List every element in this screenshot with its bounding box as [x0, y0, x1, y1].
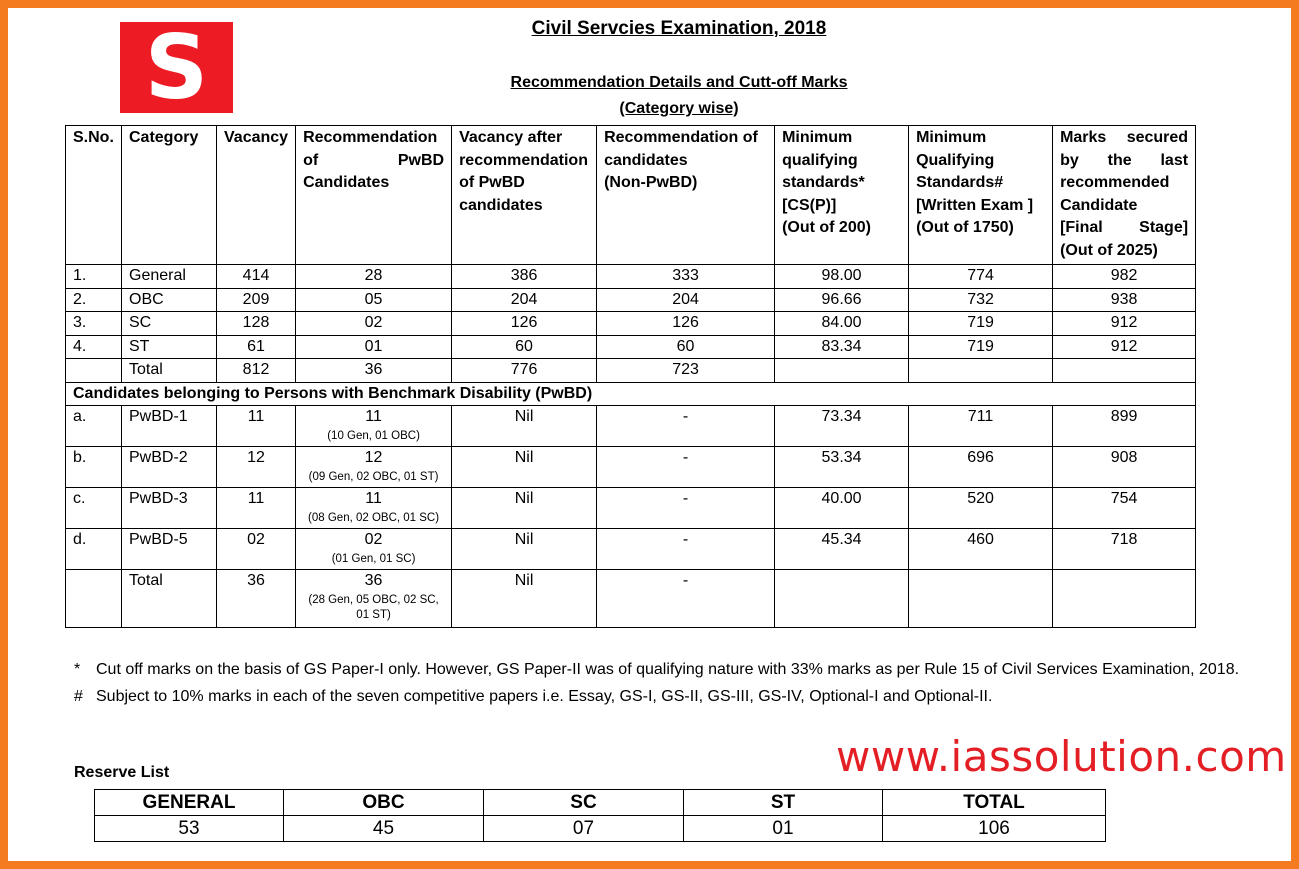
table-cell: 60: [452, 335, 597, 359]
pwbd-min-prelims: 40.00: [775, 488, 909, 529]
pwbd-final-marks: 754: [1053, 488, 1196, 529]
pwbd-vacancy: 11: [217, 488, 296, 529]
footnote-mark: *: [74, 661, 81, 678]
pwbd-final-marks: 718: [1053, 529, 1196, 570]
reserve-value-cell: 106: [883, 816, 1106, 842]
pwbd-min-written: 711: [909, 406, 1053, 447]
pwbd-non-pwbd: -: [597, 447, 775, 488]
pwbd-min-written: [909, 570, 1053, 628]
pwbd-vacancy: 11: [217, 406, 296, 447]
table-cell: 61: [217, 335, 296, 359]
column-header-line: Candidates: [303, 174, 390, 191]
table-cell: Total: [122, 359, 217, 383]
watermark-url[interactable]: www.iassolution.com: [836, 732, 1287, 781]
reserve-values-row: [95, 816, 1106, 842]
table-cell: 912: [1053, 312, 1196, 336]
pwbd-min-prelims: 45.34: [775, 529, 909, 570]
column-header-line: Minimum: [782, 129, 853, 146]
column-header-line: [CS(P)]: [782, 196, 837, 214]
table-cell: 333: [597, 265, 775, 289]
column-header: [597, 126, 775, 265]
pwbd-final-marks: 908: [1053, 447, 1196, 488]
column-header-line: S.No.: [73, 129, 114, 146]
pwbd-recommendation-count: 02: [364, 531, 383, 548]
column-header-line: (Out of 1750): [916, 219, 1014, 236]
pwbd-recommendation: [296, 447, 452, 488]
pwbd-sno: c.: [66, 488, 122, 529]
table-cell: 2.: [66, 288, 122, 312]
table-cell: 83.34: [775, 335, 909, 359]
table-cell: 982: [1053, 265, 1196, 289]
table-body: [66, 265, 1196, 628]
column-header-line: of PwBD: [459, 174, 525, 191]
pwbd-min-written: 460: [909, 529, 1053, 570]
pwbd-sno: [66, 570, 122, 628]
pwbd-non-pwbd: -: [597, 406, 775, 447]
column-header-line: of PwBD: [303, 151, 445, 169]
reserve-header-cell: SC: [484, 790, 684, 816]
table-cell: SC: [122, 312, 217, 336]
reserve-list-table: [94, 789, 1106, 842]
pwbd-recommendation-count: 12: [364, 449, 383, 466]
footnotes: [74, 657, 1274, 709]
column-header-line: Recommendation: [303, 129, 438, 146]
footnote-text: Cut off marks on the basis of GS Paper-I only. However, GS Paper-II was of qualifying nature with 33% marks as per Rule 15 of Civil Services Examination, 2018.: [96, 661, 1240, 678]
table-cell: 02: [296, 312, 452, 336]
pwbd-section-heading: Candidates belonging to Persons with Benchmark Disability (PwBD): [66, 382, 1196, 406]
pwbd-final-marks: [1053, 570, 1196, 628]
column-header-line: [Written Exam ]: [916, 196, 1034, 214]
pwbd-recommendation: [296, 406, 452, 447]
column-header-line: Category: [129, 129, 199, 146]
table-cell: [775, 359, 909, 383]
reserve-value-cell: 07: [484, 816, 684, 842]
pwbd-sno: b.: [66, 447, 122, 488]
column-header-line: [Final Stage]: [1060, 219, 1189, 236]
table-cell: 05: [296, 288, 452, 312]
table-cell: 84.00: [775, 312, 909, 336]
reserve-header-cell: GENERAL: [95, 790, 284, 816]
page-subtitle-category: (Category wise): [619, 100, 739, 117]
table-cell: 60: [597, 335, 775, 359]
pwbd-recommendation-breakdown: (28 Gen, 05 OBC, 02 SC, 01 ST): [308, 593, 439, 621]
pwbd-row: [66, 529, 1196, 570]
pwbd-recommendation-count: 11: [365, 408, 382, 425]
table-cell: 719: [909, 312, 1053, 336]
pwbd-row: [66, 488, 1196, 529]
table-cell: 776: [452, 359, 597, 383]
pwbd-vacancy-after: Nil: [452, 406, 597, 447]
pwbd-min-prelims: 53.34: [775, 447, 909, 488]
table-cell: 128: [217, 312, 296, 336]
table-cell: ST: [122, 335, 217, 359]
column-header: [296, 126, 452, 265]
pwbd-recommendation-breakdown: (01 Gen, 01 SC): [331, 552, 416, 565]
pwbd-recommendation-breakdown: (10 Gen, 01 OBC): [327, 429, 420, 442]
pwbd-vacancy-after: Nil: [452, 570, 597, 628]
table-row: [66, 265, 1196, 289]
pwbd-vacancy: 02: [217, 529, 296, 570]
table-cell: 204: [452, 288, 597, 312]
reserve-header-cell: OBC: [284, 790, 484, 816]
table-cell: 3.: [66, 312, 122, 336]
table-cell: 1.: [66, 265, 122, 289]
pwbd-min-written: 520: [909, 488, 1053, 529]
recommendation-table: [65, 125, 1196, 628]
pwbd-vacancy: 12: [217, 447, 296, 488]
pwbd-non-pwbd: -: [597, 529, 775, 570]
pwbd-category: PwBD-5: [122, 529, 217, 570]
column-header-line: standards*: [782, 174, 865, 191]
column-header-line: candidates: [604, 151, 688, 169]
reserve-header-row: [95, 790, 1106, 816]
column-header-line: Vacancy after: [459, 129, 563, 146]
page-title: Civil Servcies Examination, 2018: [531, 18, 827, 39]
table-cell: 386: [452, 265, 597, 289]
pwbd-sno: a.: [66, 406, 122, 447]
pwbd-category: PwBD-2: [122, 447, 217, 488]
table-cell: 01: [296, 335, 452, 359]
pwbd-recommendation: [296, 529, 452, 570]
reserve-header-cell: TOTAL: [883, 790, 1106, 816]
table-cell: 204: [597, 288, 775, 312]
footnote-star: [74, 657, 1274, 682]
pwbd-recommendation-breakdown: (08 Gen, 02 OBC, 01 SC): [308, 511, 440, 524]
column-header: [452, 126, 597, 265]
pwbd-row: [66, 406, 1196, 447]
column-header: [1053, 126, 1196, 265]
pwbd-vacancy-after: Nil: [452, 529, 597, 570]
reserve-list-title: Reserve List: [74, 764, 170, 781]
pwbd-category: PwBD-1: [122, 406, 217, 447]
pwbd-recommendation: [296, 488, 452, 529]
pwbd-section-row: [66, 382, 1196, 406]
logo-letter: S: [144, 15, 209, 119]
column-header-line: (Out of 200): [782, 219, 871, 236]
footnote-mark: #: [74, 688, 83, 705]
pwbd-vacancy: 36: [217, 570, 296, 628]
column-header-line: Marks secured: [1060, 129, 1189, 146]
pwbd-non-pwbd: -: [597, 488, 775, 529]
table-cell: 723: [597, 359, 775, 383]
table-cell: 126: [452, 312, 597, 336]
pwbd-recommendation-breakdown: (09 Gen, 02 OBC, 01 ST): [308, 470, 439, 483]
table-cell: 774: [909, 265, 1053, 289]
table-cell: OBC: [122, 288, 217, 312]
table-row: [66, 312, 1196, 336]
table-row: [66, 335, 1196, 359]
table-cell: 126: [597, 312, 775, 336]
table-cell: 209: [217, 288, 296, 312]
table-cell: 912: [1053, 335, 1196, 359]
table-cell: 4.: [66, 335, 122, 359]
column-header: [217, 126, 296, 265]
table-cell: 414: [217, 265, 296, 289]
pwbd-category: Total: [122, 570, 217, 628]
footnote-text: Subject to 10% marks in each of the seven competitive papers i.e. Essay, GS-I, GS-II, GS-III, GS-IV, Optional-I and Optional-II.: [96, 688, 993, 705]
table-cell: 938: [1053, 288, 1196, 312]
table-cell: 98.00: [775, 265, 909, 289]
column-header: [122, 126, 217, 265]
page-subtitle: Recommendation Details and Cutt-off Marks: [510, 74, 848, 91]
pwbd-recommendation-count: 36: [364, 572, 383, 589]
column-header-line: recommended: [1060, 174, 1170, 191]
pwbd-recommendation-count: 11: [365, 490, 382, 507]
table-cell: 732: [909, 288, 1053, 312]
column-header-line: Vacancy: [224, 129, 289, 146]
pwbd-vacancy-after: Nil: [452, 447, 597, 488]
table-cell: 36: [296, 359, 452, 383]
table-row: [66, 359, 1196, 383]
column-header-line: by the last: [1060, 151, 1189, 169]
column-header: [66, 126, 122, 265]
table-cell: 812: [217, 359, 296, 383]
reserve-value-cell: 53: [95, 816, 284, 842]
column-header: [775, 126, 909, 265]
pwbd-min-written: 696: [909, 447, 1053, 488]
table-cell: 28: [296, 265, 452, 289]
column-header-line: recommendation: [459, 151, 588, 169]
table-cell: [66, 359, 122, 383]
reserve-header-cell: ST: [684, 790, 883, 816]
pwbd-non-pwbd: -: [597, 570, 775, 628]
reserve-value-cell: 45: [284, 816, 484, 842]
column-header: [909, 126, 1053, 265]
column-header-line: Candidate: [1060, 196, 1138, 214]
pwbd-sno: d.: [66, 529, 122, 570]
column-header-line: Recommendation of: [604, 129, 758, 146]
table-row: [66, 288, 1196, 312]
reserve-value-cell: 01: [684, 816, 883, 842]
table-cell: 96.66: [775, 288, 909, 312]
pwbd-category: PwBD-3: [122, 488, 217, 529]
pwbd-min-prelims: 73.34: [775, 406, 909, 447]
column-header-line: (Non-PwBD): [604, 174, 698, 191]
table-cell: General: [122, 265, 217, 289]
column-header-line: (Out of 2025): [1060, 241, 1158, 259]
column-header-line: Standards#: [916, 174, 1004, 191]
column-header-line: candidates: [459, 196, 543, 214]
table-cell: [909, 359, 1053, 383]
pwbd-min-prelims: [775, 570, 909, 628]
pwbd-row: [66, 570, 1196, 628]
column-header-line: qualifying: [782, 151, 858, 169]
column-header-line: Minimum: [916, 129, 987, 146]
pwbd-recommendation: [296, 570, 452, 628]
pwbd-final-marks: 899: [1053, 406, 1196, 447]
table-cell: [1053, 359, 1196, 383]
table-cell: 719: [909, 335, 1053, 359]
pwbd-vacancy-after: Nil: [452, 488, 597, 529]
table-header-row: [66, 126, 1196, 265]
footnote-hash: [74, 684, 1274, 709]
pwbd-row: [66, 447, 1196, 488]
column-header-line: Qualifying: [916, 151, 995, 169]
